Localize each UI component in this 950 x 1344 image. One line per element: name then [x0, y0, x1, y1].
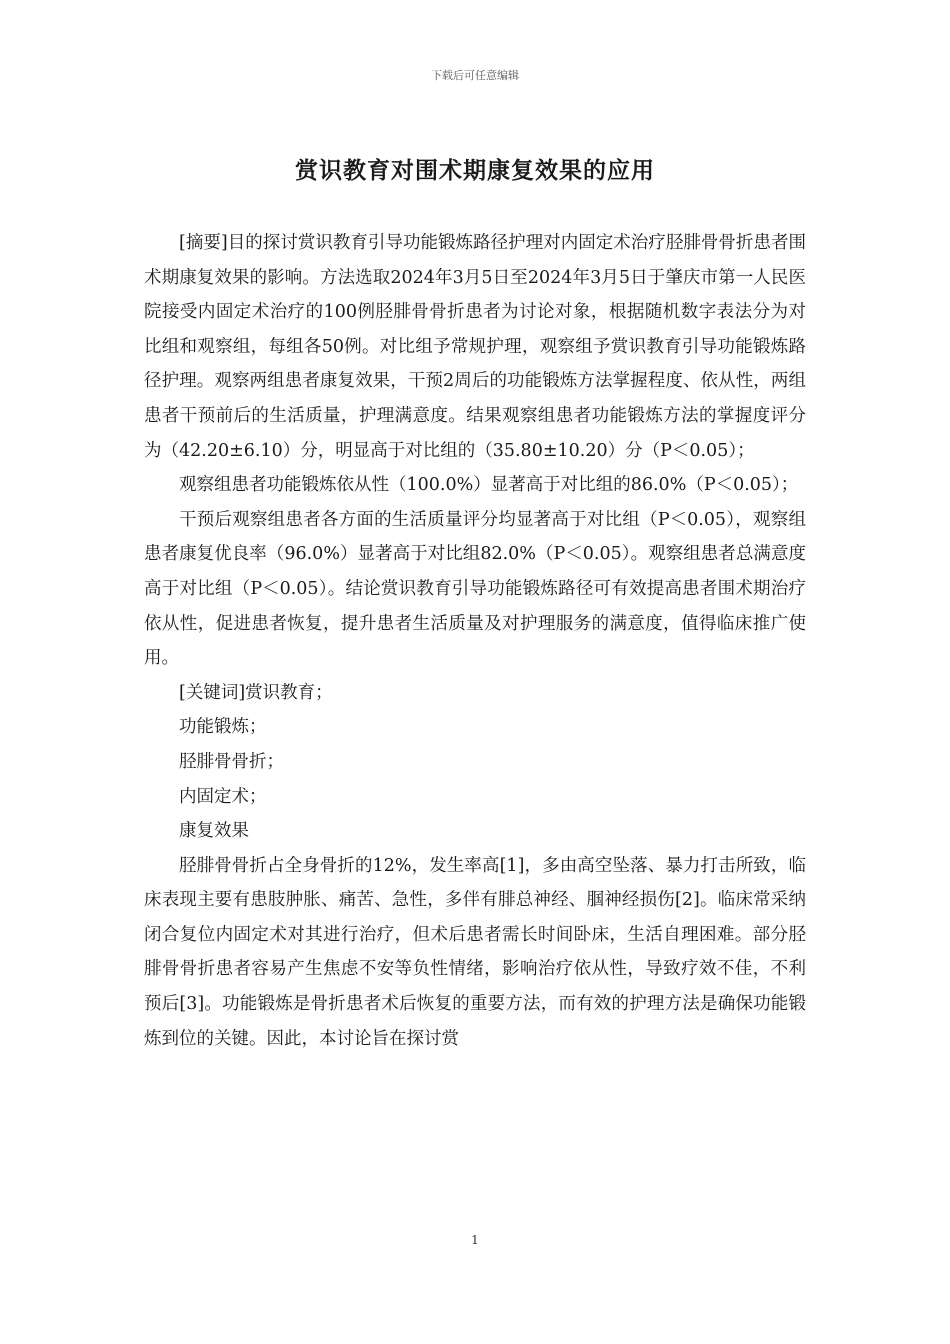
keyword-item: [关键词]赏识教育； — [179, 682, 333, 703]
document-body — [144, 226, 806, 1056]
abstract-paragraph-3: 干预后观察组患者各方面的生活质量评分均显著高于对比组（P＜0.05），观察组患者康复优良率（96.0%）显著高于对比组82.0%（P＜0.05）。观察组患者总满意度高于对比组（P＜0.05）。结论赏识教育引导功能锻炼路径可有效提高患者围术期治疗依从性，促进患者恢复，提升患者生活质量及对护理服务的满意度，值得临床推广使用。 — [144, 509, 806, 669]
keyword-item: 内固定术； — [179, 786, 267, 807]
page-number: 1 — [471, 1233, 479, 1247]
keyword-item: 功能锻炼； — [179, 717, 267, 738]
abstract-paragraph-2: 观察组患者功能锻炼依从性（100.0%）显著高于对比组的86.0%（P＜0.05）； — [179, 475, 799, 496]
document-title: 赏识教育对围术期康复效果的应用 — [295, 158, 655, 184]
keyword-item: 胫腓骨骨折； — [179, 751, 284, 772]
intro-paragraph: 胫腓骨骨折占全身骨折的12%，发生率高[1]，多由高空坠落、暴力打击所致，临床表现主要有患肢肿胀、痛苦、急性，多伴有腓总神经、腘神经损伤[2]。临床常采纳闭合复位内固定术对其进行治疗，但术后患者需长时间卧床，生活自理困难。部分胫腓骨骨折患者容易产生焦虑不安等负性情绪，影响治疗依从性，导致疗效不佳，不利预后[3]。功能锻炼是骨折患者术后恢复的重要方法，而有效的护理方法是确保功能锻炼到位的关键。因此，本讨论旨在探讨赏 — [144, 855, 806, 1049]
header-note: 下载后可任意编辑 — [431, 69, 519, 82]
abstract-paragraph-1: [摘要]目的探讨赏识教育引导功能锻炼路径护理对内固定术治疗胫腓骨骨折患者围术期康复效果的影响。方法选取2024年3月5日至2024年3月5日于肇庆市第一人民医院接受内固定术治疗的100例胫腓骨骨折患者为讨论对象，根据随机数字表法分为对比组和观察组，每组各50例。对比组予常规护理，观察组予赏识教育引导功能锻炼路径护理。观察两组患者康复效果，干预2周后的功能锻炼方法掌握程度、依从性，两组患者干预前后的生活质量，护理满意度。结果观察组患者功能锻炼方法的掌握度评分为（42.20±6.10）分，明显高于对比组的（35.80±10.20）分（P＜0.05）； — [144, 233, 806, 461]
keyword-item: 康复效果 — [179, 821, 249, 842]
